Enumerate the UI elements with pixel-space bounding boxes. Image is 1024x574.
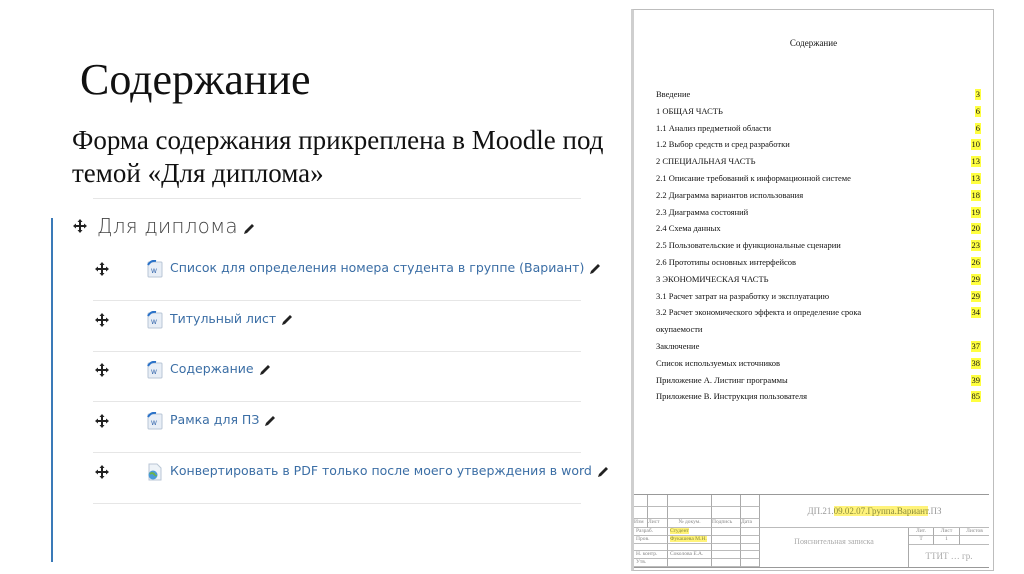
- toc-entry-text: 1 ОБЩАЯ ЧАСТЬ: [656, 105, 723, 116]
- document-name: Пояснительная записка: [760, 528, 909, 567]
- organization: ТТИТ … гр.: [925, 551, 973, 561]
- code-suffix: .ПЗ: [928, 506, 942, 516]
- toc-page-number: 13: [971, 172, 980, 183]
- toc-entry: [656, 170, 981, 187]
- toc-entry: [656, 237, 981, 254]
- slide-title: Содержание: [80, 55, 311, 104]
- toc-entry-text: Приложение В. Инструкция пользователя: [656, 391, 808, 402]
- pencil-edit-icon[interactable]: [244, 221, 255, 232]
- stamp-signature: [712, 528, 741, 536]
- document-title: Содержание: [789, 38, 838, 48]
- toc-page-number: 39: [971, 374, 980, 385]
- activity-label[interactable]: Конвертировать в PDF только после моего утверждения в word: [170, 463, 592, 478]
- lit-label: Лит.: [909, 528, 934, 536]
- stamp-signature: [712, 536, 741, 544]
- stamp-signature: [712, 559, 741, 567]
- stamp-date: [741, 551, 760, 559]
- toc-entry-text: Введение: [656, 89, 691, 99]
- section-title[interactable]: Для диплома: [97, 214, 238, 238]
- toc-entry-text: 2.2 Диаграмма вариантов использования: [656, 189, 804, 200]
- svg-text:W: W: [151, 369, 157, 376]
- move-icon[interactable]: [95, 262, 109, 276]
- toc-entry: [656, 321, 981, 338]
- word-document-icon: [147, 361, 163, 379]
- moodle-course-section: [40, 198, 592, 564]
- activity-link[interactable]: [170, 463, 609, 478]
- stamp-role: Утв.: [634, 559, 668, 567]
- toc-page-number: 38: [971, 357, 980, 368]
- table-of-contents: [656, 86, 981, 405]
- toc-entry-text: 3.1 Расчет затрат на разработку и эксплуатацию: [656, 290, 830, 301]
- stamp-cell: [648, 507, 668, 519]
- toc-entry: [656, 388, 981, 405]
- stamp-cell: [741, 495, 760, 507]
- toc-page-number: 6: [975, 105, 980, 116]
- move-icon[interactable]: [95, 313, 109, 327]
- activity-link[interactable]: [170, 311, 293, 326]
- stamp-header-cell: № докум.: [668, 519, 712, 528]
- toc-page-number: 34: [971, 307, 980, 318]
- pencil-edit-icon[interactable]: [590, 262, 601, 273]
- word-document-icon: [147, 412, 163, 430]
- toc-entry-text: 2 СПЕЦИАЛЬНАЯ ЧАСТЬ: [656, 156, 756, 167]
- toc-entry: [656, 254, 981, 271]
- toc-entry: [656, 103, 981, 120]
- activity-label[interactable]: Список для определения номера студента в группе (Вариант): [170, 260, 585, 275]
- toc-page-number: 19: [971, 206, 980, 217]
- stamp-role: Пров.: [634, 536, 668, 544]
- slide-subtitle: Форма содержания прикреплена в Moodle под темой «Для диплома»: [72, 125, 604, 188]
- stamp-cell: [668, 507, 712, 519]
- stamp-name: [668, 536, 712, 544]
- divider: [93, 198, 581, 199]
- activity-link[interactable]: [170, 361, 271, 376]
- toc-page-number: 10: [971, 139, 980, 150]
- url-link-icon: [147, 463, 163, 481]
- toc-entry-text: окупаемости: [656, 324, 703, 335]
- toc-entry-text: 3 ЭКОНОМИЧЕСКАЯ ЧАСТЬ: [656, 273, 769, 284]
- svg-text:W: W: [151, 420, 157, 427]
- stamp-signature: [712, 551, 741, 559]
- activity-link[interactable]: [170, 412, 276, 427]
- activity-link[interactable]: [170, 260, 601, 275]
- activity-item: [93, 250, 585, 301]
- toc-entry-text: 2.1 Описание требований к информационной системе: [656, 172, 851, 183]
- toc-entry: [656, 271, 981, 288]
- activity-item: [93, 402, 581, 453]
- toc-entry: [656, 220, 981, 237]
- toc-page-number: 20: [971, 223, 980, 234]
- toc-entry: [656, 153, 981, 170]
- activity-label[interactable]: Титульный лист: [170, 311, 277, 326]
- pencil-edit-icon[interactable]: [282, 313, 293, 324]
- stamp-role: Разраб.: [634, 528, 668, 536]
- stamp-cell: [634, 495, 648, 507]
- toc-page-number: 6: [975, 122, 980, 133]
- toc-page-number: 23: [971, 240, 980, 251]
- word-document-icon: [147, 311, 163, 329]
- stamp-date: [741, 559, 760, 567]
- lit-value: Т: [909, 536, 934, 545]
- stamp-name: [668, 528, 712, 536]
- toc-entry: [656, 187, 981, 204]
- stamp-name-text: Фукашева М.Н.: [670, 535, 707, 542]
- toc-entry-text: 2.5 Пользовательские и функциональные сценарии: [656, 240, 841, 251]
- toc-page-number: 29: [971, 273, 980, 284]
- stamp-date: [741, 528, 760, 536]
- toc-page-number: 13: [971, 156, 980, 167]
- code-prefix: ДП.21.: [807, 506, 834, 516]
- toc-entry-text: Приложение А. Листинг программы: [656, 374, 788, 385]
- activity-label[interactable]: Рамка для ПЗ: [170, 412, 260, 427]
- toc-entry: [656, 120, 981, 137]
- toc-entry: [656, 86, 981, 103]
- toc-entry-text: Заключение: [656, 340, 700, 351]
- activity-item: [93, 351, 581, 402]
- title-block-stamp: [634, 494, 989, 568]
- toc-entry: [656, 288, 981, 305]
- toc-page-number: 29: [971, 290, 980, 301]
- stamp-header-cell: Лист: [648, 519, 668, 528]
- stamp-signature: [712, 544, 741, 552]
- move-icon[interactable]: [73, 219, 87, 233]
- code-highlight: 09.02.07.Группа.Вариант: [833, 506, 929, 516]
- move-icon[interactable]: [95, 363, 109, 377]
- stamp-cell: [648, 495, 668, 507]
- toc-page-number: 37: [971, 340, 980, 351]
- svg-text:W: W: [151, 268, 157, 275]
- stamp-cell: [741, 507, 760, 519]
- stamp-role: [634, 544, 668, 552]
- toc-entry-text: 1.2 Выбор средств и сред разработки: [656, 139, 790, 150]
- word-document-icon: [147, 260, 163, 278]
- document-code: [760, 495, 989, 528]
- stamp-header-cell: Изм: [634, 519, 648, 528]
- stamp-name: [668, 551, 712, 559]
- stamp-name-text: Соколова Е.А.: [670, 551, 704, 558]
- toc-entry-text: 2.3 Диаграмма состояний: [656, 206, 749, 217]
- stamp-name: [668, 559, 712, 567]
- toc-entry-text: 2.6 Прототипы основных интерфейсов: [656, 256, 797, 267]
- toc-entry: [656, 372, 981, 389]
- pencil-edit-icon[interactable]: [265, 414, 276, 425]
- toc-entry: [656, 136, 981, 153]
- activity-label[interactable]: Содержание: [170, 361, 254, 376]
- stamp-cell: [634, 507, 648, 519]
- listov-value: [960, 536, 989, 545]
- stamp-name: [668, 544, 712, 552]
- stamp-header-cell: Дата: [741, 519, 760, 528]
- stamp-cell: [712, 507, 741, 519]
- list-value: 1: [934, 536, 960, 545]
- toc-entry-text: Список используемых источников: [656, 357, 781, 368]
- stamp-cell: [668, 495, 712, 507]
- svg-text:W: W: [151, 319, 157, 326]
- stamp-date: [741, 536, 760, 544]
- toc-page-number: 3: [975, 89, 980, 99]
- toc-entry: [656, 204, 981, 221]
- stamp-date: [741, 544, 760, 552]
- stamp-role: Н. контр.: [634, 551, 668, 559]
- stamp-header-cell: Подпись: [712, 519, 741, 528]
- move-icon[interactable]: [95, 465, 109, 479]
- activity-item: [93, 301, 581, 352]
- toc-page-number: 85: [971, 391, 980, 402]
- toc-entry: [656, 338, 981, 355]
- document-page: [631, 9, 994, 571]
- section-header: [73, 214, 255, 238]
- pencil-edit-icon[interactable]: [598, 465, 609, 476]
- toc-page-number: 18: [971, 189, 980, 200]
- section-accent-bar: [51, 218, 53, 562]
- pencil-edit-icon[interactable]: [260, 363, 271, 374]
- activity-item: [93, 453, 592, 504]
- list-label: Лист: [934, 528, 960, 536]
- toc-entry-text: 2.4 Схема данных: [656, 223, 721, 234]
- toc-entry: [656, 304, 981, 321]
- toc-entry: [656, 355, 981, 372]
- stamp-name-text: Студент: [670, 528, 689, 534]
- toc-entry-text: 1.1 Анализ предметной области: [656, 122, 772, 133]
- toc-page-number: 26: [971, 256, 980, 267]
- move-icon[interactable]: [95, 414, 109, 428]
- toc-entry-text: 3.2 Расчет экономического эффекта и определение срока: [656, 307, 862, 318]
- stamp-cell: [712, 495, 741, 507]
- listov-label: Листов: [960, 528, 989, 536]
